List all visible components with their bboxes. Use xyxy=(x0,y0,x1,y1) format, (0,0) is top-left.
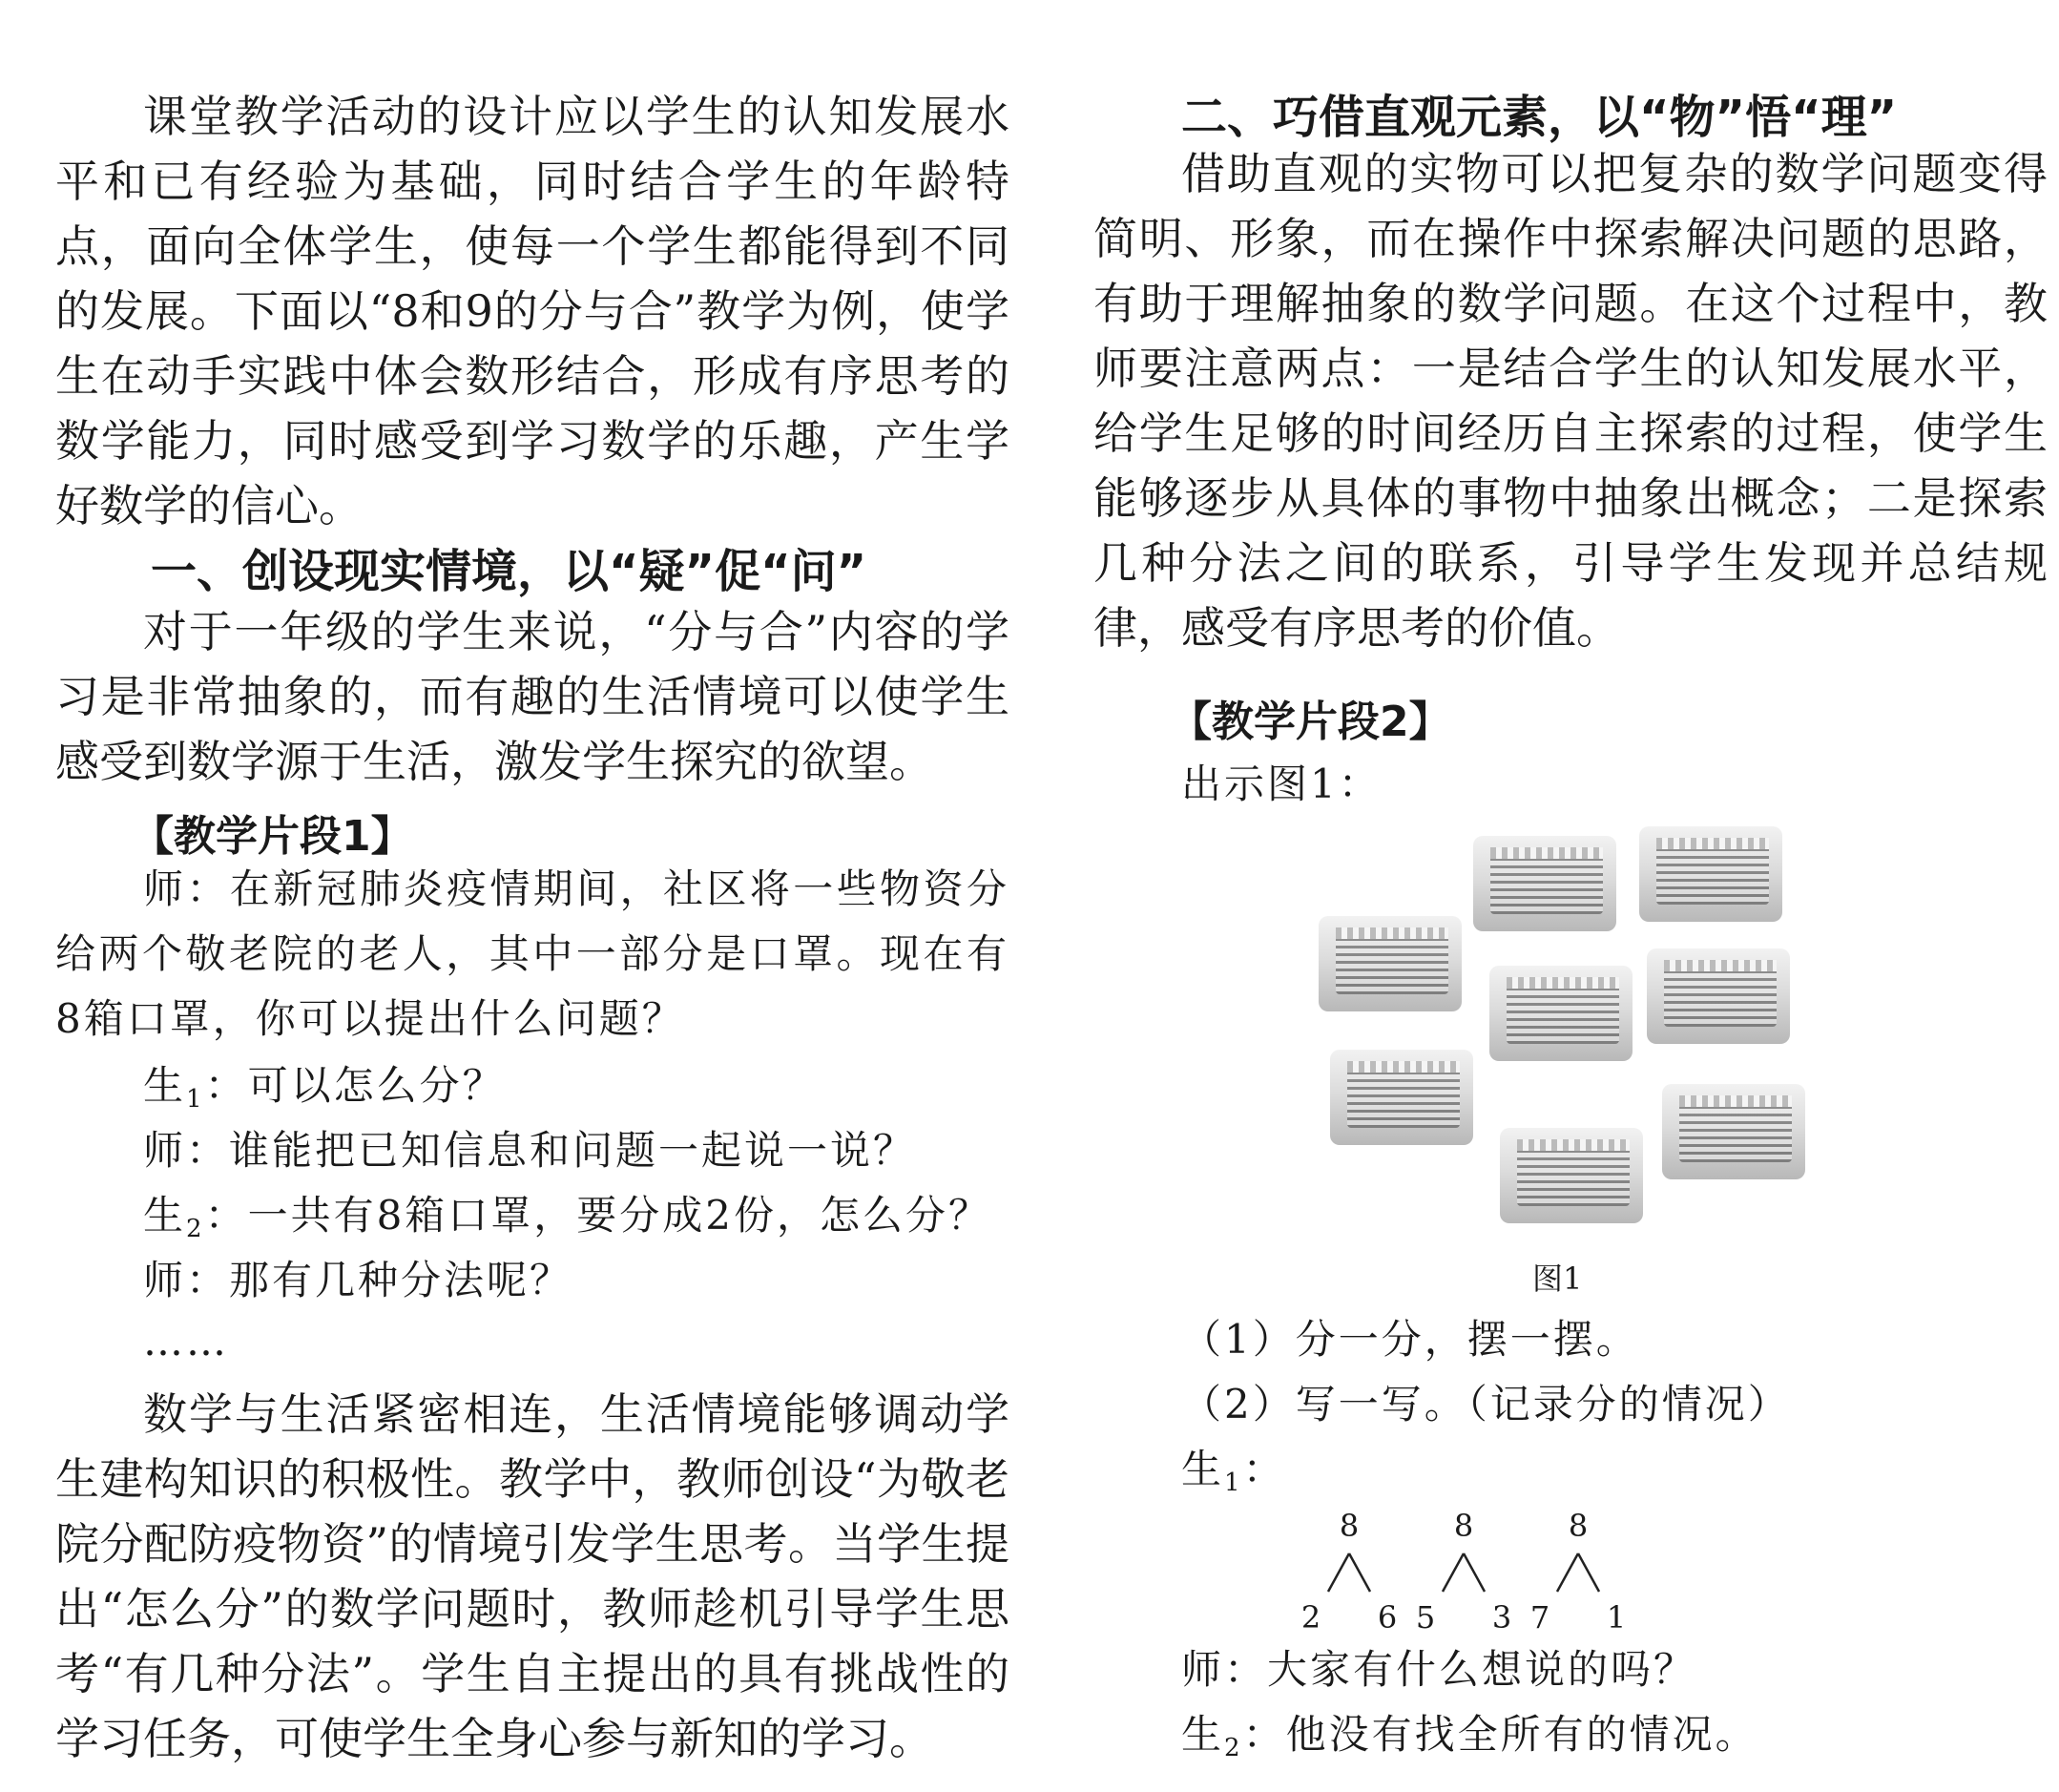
teacher-line-1: 师：在新冠肺炎疫情期间，社区将一些物资分给两个敬老院的老人，其中一部分是口罩。现在有8箱口罩，你可以提出什么问题？ xyxy=(55,865,1009,1042)
mask-box-image xyxy=(1319,916,1462,1011)
teacher-line-3: 师：那有几种分法呢？ xyxy=(143,1257,573,1303)
bond-part-left: 5 xyxy=(1415,1599,1436,1636)
mask-box-image xyxy=(1639,826,1782,922)
bond-total: 8 xyxy=(1453,1508,1474,1544)
bond-part-left: 7 xyxy=(1529,1599,1550,1636)
student-line-1-text: ：可以怎么分？ xyxy=(204,1062,506,1109)
bond-part-right: 1 xyxy=(1606,1599,1627,1636)
bond-branch-icon xyxy=(1554,1552,1602,1594)
speaker-student: 生 xyxy=(143,1062,187,1109)
speaker-student: 生 xyxy=(1181,1711,1225,1758)
intro-paragraph: 课堂教学活动的设计应以学生的认知发展水平和已有经验为基础，同时结合学生的年龄特点，面向全体学生，使每一个学生都能得到不同的发展。下面以“8和9的分与合”教学为例，使学生在动手实践中体会数形结合，形成有序思考的数学能力，同时感受到学习数学的乐趣，产生学好数学的信心。 xyxy=(55,91,1009,531)
mask-box-image xyxy=(1647,948,1790,1044)
student-line-4-text: ：他没有找全所有的情况。 xyxy=(1242,1711,1758,1758)
section2-paragraph: 借助直观的实物可以把复杂的数学问题变得简明、形象，而在操作中探索解决问题的思路，有助于理解抽象的数学问题。在这个过程中，教师要注意两点：一是结合学生的认知发展水平，给学生足够的时间经历自主探索的过程，使学生能够逐步从具体的事物中抽象出概念；二是探索几种分法之间的联系，引导学生发现并总结规律，感受有序思考的价值。 xyxy=(1093,148,2048,654)
student-line-4 xyxy=(1181,1702,1758,1773)
bond-total: 8 xyxy=(1568,1508,1589,1544)
bond-part-right: 6 xyxy=(1377,1599,1398,1636)
bond-part-left: 2 xyxy=(1300,1599,1321,1636)
section-heading-1: 一、创设现实情境，以“疑”促“问” xyxy=(151,545,867,598)
speaker-student: 生 xyxy=(143,1192,187,1239)
speaker-subscript: 2 xyxy=(186,1215,205,1243)
step-1-line: （1）分一分，摆一摆。 xyxy=(1181,1316,1639,1363)
student-line-1 xyxy=(143,1053,506,1124)
bond-total: 8 xyxy=(1339,1508,1360,1544)
number-bond-8-7-1 xyxy=(1521,1508,1635,1636)
teaching-segment-2-label: 【教学片段2】 xyxy=(1170,698,1451,746)
speaker-colon: ： xyxy=(1242,1446,1286,1492)
number-bond-8-2-6 xyxy=(1292,1508,1406,1636)
speaker-student: 生 xyxy=(1181,1446,1225,1492)
teaching-segment-1-label: 【教学片段1】 xyxy=(132,812,413,861)
section1-summary-paragraph: 数学与生活紧密相连，生活情境能够调动学生建构知识的积极性。教学中，教师创设“为敬老院分配防疫物资”的情境引发学生思考。当学生提出“怎么分”的数学问题时，教师趁机引导学生思考“有几种分法”。学生自主提出的具有挑战性的学习任务，可使学生全身心参与新知的学习。 xyxy=(55,1388,1009,1764)
mask-box-image xyxy=(1662,1084,1805,1179)
mask-box-image xyxy=(1330,1050,1473,1145)
teacher-line-2: 师：谁能把已知信息和问题一起说一说？ xyxy=(143,1127,917,1174)
bond-branch-icon xyxy=(1325,1552,1373,1594)
student-1-label xyxy=(1181,1437,1286,1508)
teacher-line-4: 师：大家有什么想说的吗？ xyxy=(1181,1646,1697,1693)
student-line-2-text: ：一共有8箱口罩，要分成2份，怎么分？ xyxy=(204,1192,992,1239)
bond-part-right: 3 xyxy=(1491,1599,1512,1636)
bond-branch-icon xyxy=(1440,1552,1487,1594)
mask-box-image xyxy=(1489,966,1633,1061)
speaker-subscript: 2 xyxy=(1224,1734,1243,1762)
mask-box-image xyxy=(1473,836,1616,931)
show-figure-line: 出示图1： xyxy=(1181,761,1382,807)
section1-paragraph: 对于一年级的学生来说，“分与合”内容的学习是非常抽象的，而有趣的生活情境可以使学生感受到数学源于生活，激发学生探究的欲望。 xyxy=(55,606,1009,787)
speaker-subscript: 1 xyxy=(186,1085,205,1114)
section-heading-2: 二、巧借直观元素，以“物”悟“理” xyxy=(1181,91,1898,144)
ellipsis: …… xyxy=(143,1318,229,1365)
speaker-subscript: 1 xyxy=(1224,1469,1243,1497)
student-line-2 xyxy=(143,1183,991,1254)
figure-1-caption: 图1 xyxy=(1532,1261,1583,1297)
number-bond-8-5-3 xyxy=(1406,1508,1521,1636)
step-2-line: （2）写一写。（记录分的情况） xyxy=(1181,1381,1791,1427)
mask-box-image xyxy=(1500,1128,1643,1223)
